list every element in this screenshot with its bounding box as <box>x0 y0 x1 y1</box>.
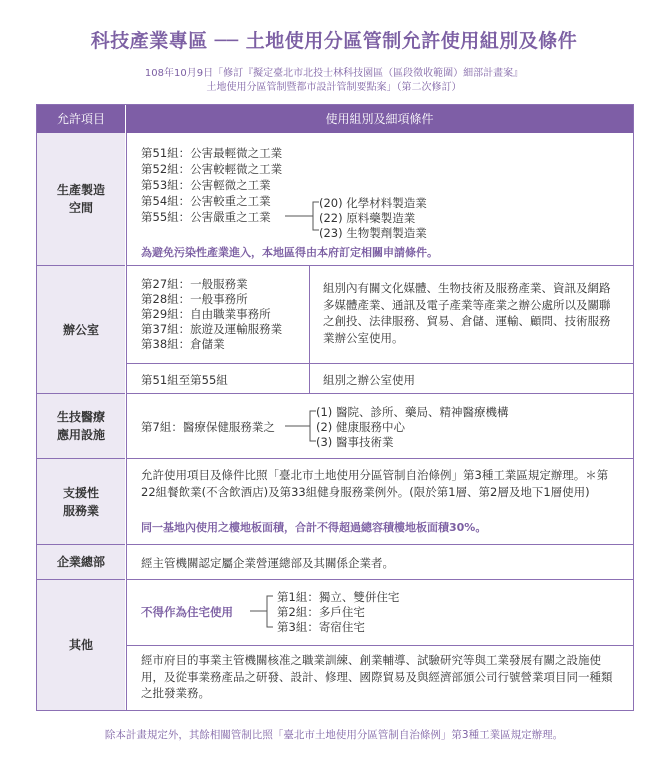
residential-group: 第1組：獨立、雙併住宅 <box>277 590 400 604</box>
zoning-table <box>36 104 634 711</box>
category-medical: 生技醫療 應用設施 <box>37 394 125 459</box>
group-line: 第53組：公害輕微之工業 <box>141 178 271 192</box>
subgroup-line: (3) 醫事技術業 <box>316 435 394 449</box>
medical-group: 第7組：醫療保健服務業之 <box>141 420 275 434</box>
office-column-divider <box>309 266 310 393</box>
other-row-divider <box>127 645 633 646</box>
other-description: 經市府目的事業主管機關核准之職業訓練、創業輔導、試驗研究等與工業發展有關之設施使用，及從事業務產品之研發、設計、修理、國際貿易及與經濟部頒公司行號營業項目同一種類之批發業務。 <box>141 653 613 700</box>
row-manufacturing <box>126 133 633 266</box>
subgroup-line: (1) 醫院、診所、藥局、精神醫療機構 <box>316 405 509 419</box>
group-line: 第54組：公害較重之工業 <box>141 194 271 208</box>
category-hq: 企業總部 <box>37 545 125 580</box>
no-residential-label: 不得作為住宅使用 <box>141 605 233 619</box>
page-title: 科技產業專區 ── 土地使用分區管制允許使用組別及條件 <box>90 30 578 52</box>
bracket-connector <box>127 580 128 581</box>
subtitle-line-2: 土地使用分區管制暨都市設計管制要點案」（第二次修訂） <box>206 82 462 93</box>
bracket-connector <box>127 133 128 134</box>
group-line: 第38組：倉儲業 <box>141 337 225 351</box>
office-range-right: 組別之辦公室使用 <box>323 373 415 387</box>
office-row-divider <box>127 363 633 364</box>
group-line: 第37組：旅遊及運輸服務業 <box>141 322 283 336</box>
category-office: 辦公室 <box>37 266 125 394</box>
office-description: 組別內有關文化媒體、生物技術及服務產業、資訊及網路多媒體產業、通訊及電子產業等產業之辦公處所以及關聯之創投、法律服務、貿易、倉儲、運輸、顧問、技術服務業辦公室使用。 <box>323 281 611 345</box>
row-hq <box>126 545 633 580</box>
category-other: 其他 <box>37 580 125 710</box>
residential-group: 第2組：多戶住宅 <box>277 605 365 619</box>
row-other <box>126 580 633 710</box>
subgroup-line: (22) 原料藥製造業 <box>319 211 416 225</box>
footer-note: 除本計畫規定外，其餘相關管制比照「臺北市土地使用分區管制自治條例」第3種工業區規定辦理。 <box>104 729 564 741</box>
bracket-connector <box>127 394 128 395</box>
category-manufacturing: 生產製造 空間 <box>37 133 125 266</box>
header-groups-conditions: 使用組別及細項條件 <box>126 105 633 133</box>
group-line: 第52組：公害較輕微之工業 <box>141 162 283 176</box>
support-note: 同一基地內使用之樓地板面積，合計不得超過總容積樓地板面積30%。 <box>141 521 487 534</box>
subgroup-line: (23) 生物製劑製造業 <box>319 226 427 240</box>
group-line: 第55組：公害嚴重之工業 <box>141 210 271 224</box>
group-line: 第29組：自由職業事務所 <box>141 307 271 321</box>
residential-group: 第3組：寄宿住宅 <box>277 620 365 634</box>
group-line: 第28組：一般事務所 <box>141 292 248 306</box>
group-line: 第51組：公害最輕微之工業 <box>141 146 283 160</box>
row-support <box>126 459 633 545</box>
office-range-left: 第51組至第55組 <box>141 373 228 387</box>
group-line: 第27組：一般服務業 <box>141 277 248 291</box>
subgroup-line: (20) 化學材料製造業 <box>319 196 427 210</box>
row-medical <box>126 394 633 459</box>
support-description: 允許使用項目及條件比照「臺北市土地使用分區管制自治條例」第3種工業區規定辦理。＊第22組餐飲業(不含飲酒店)及第33組健身服務業例外。(限於第1層、第2層及地下1層使用) <box>141 468 609 499</box>
category-support: 支援性 服務業 <box>37 459 125 545</box>
hq-description: 經主管機關認定屬企業營運總部及其關係企業者。 <box>141 556 394 570</box>
row-office <box>126 266 633 394</box>
header-allowed-items: 允許項目 <box>37 105 126 133</box>
manufacturing-note: 為避免污染性產業進入，本地區得由本府訂定相關申請條件。 <box>141 246 438 259</box>
subgroup-line: (2) 健康服務中心 <box>316 420 405 434</box>
subtitle-line-1: 108年10月9日「修訂『擬定臺北市北投士林科技園區（區段徵收範圍）細部計畫案』 <box>144 68 524 79</box>
